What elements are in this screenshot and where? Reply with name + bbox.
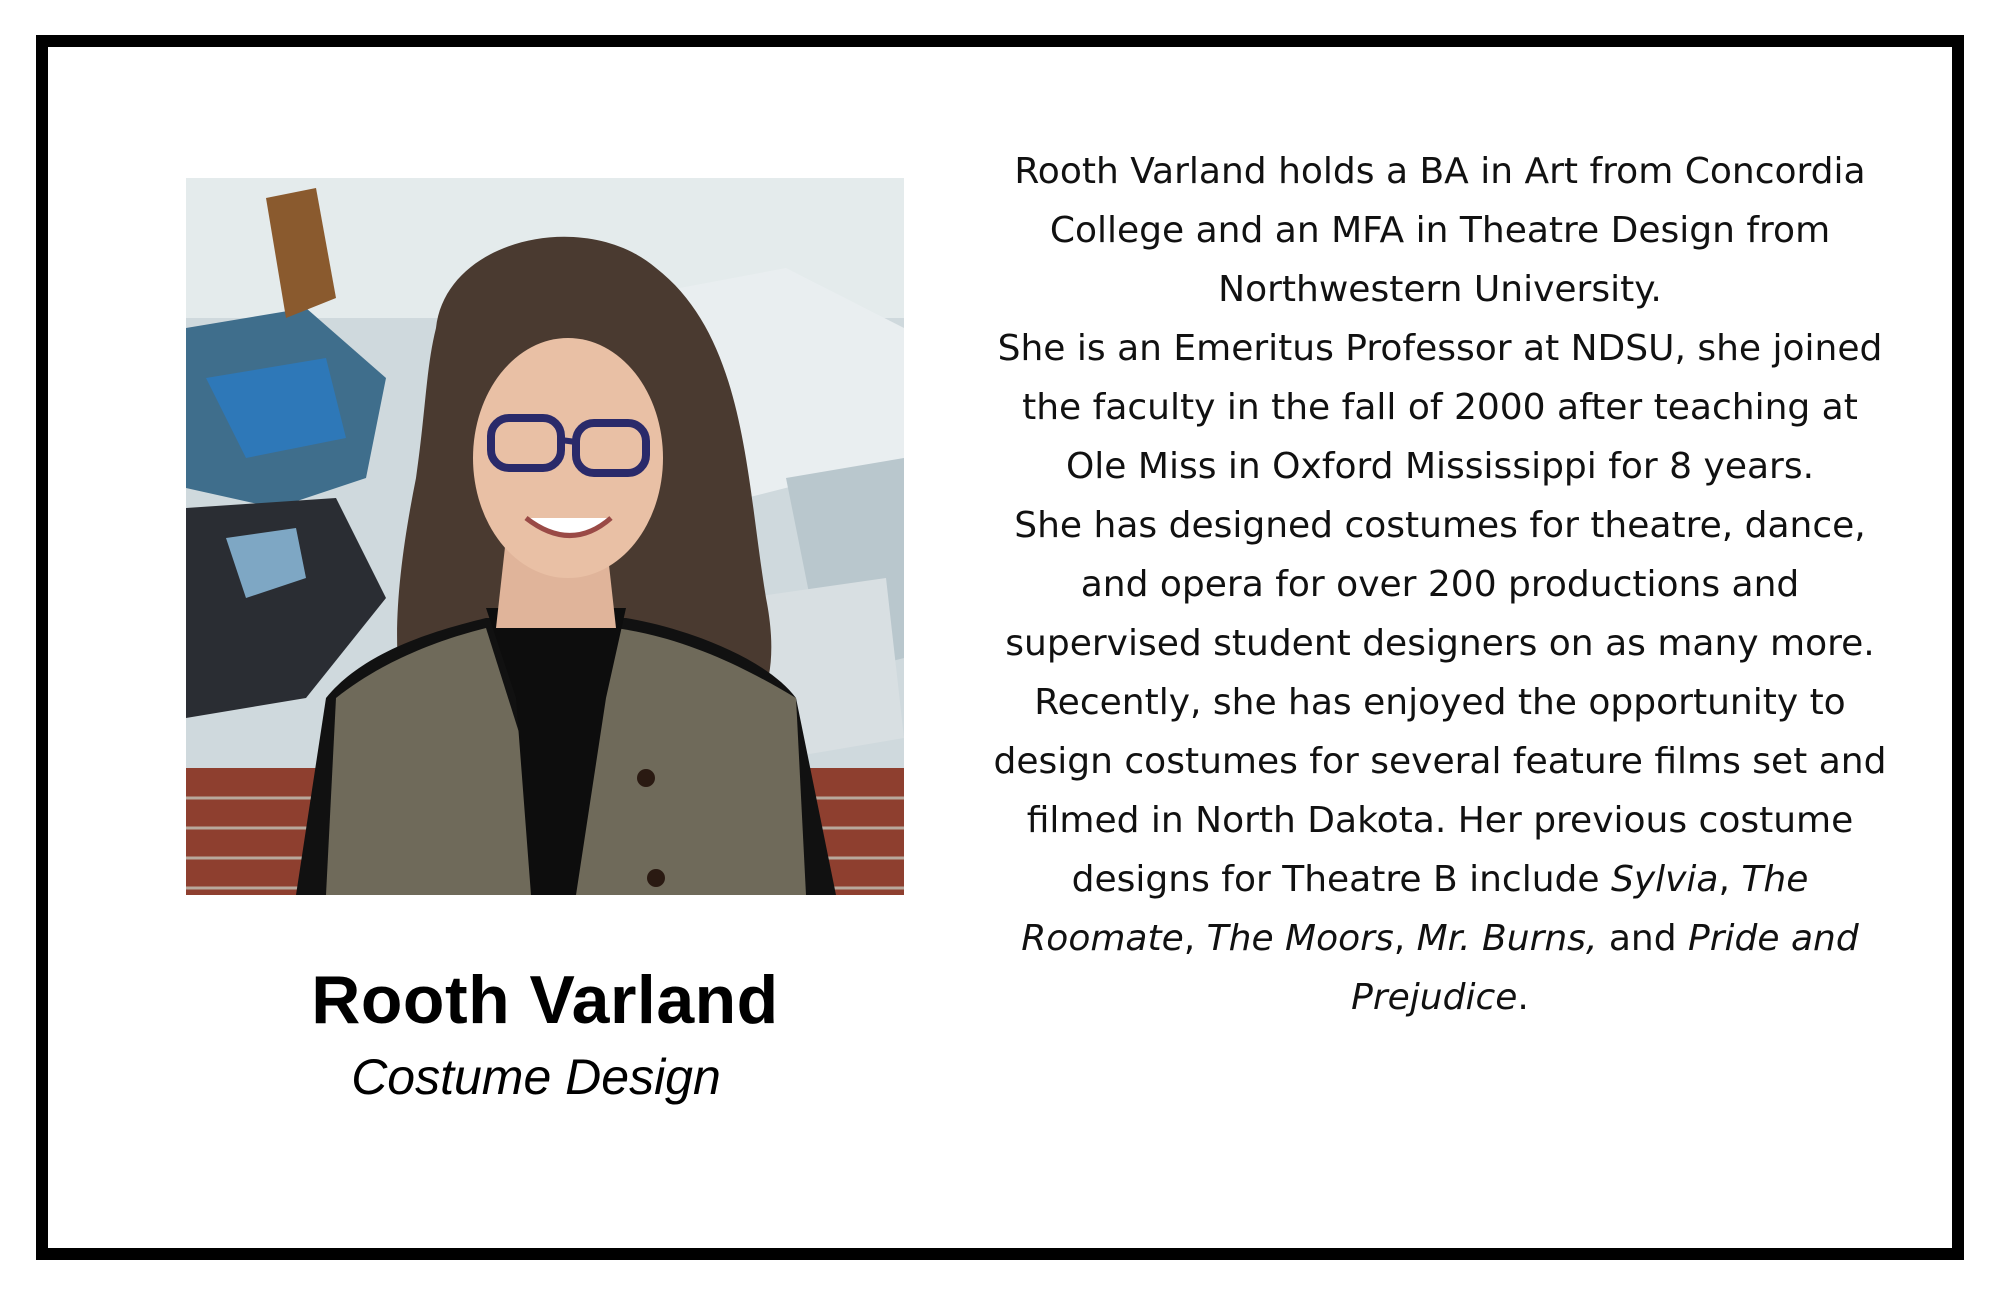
bio-paragraph-education: Rooth Varland holds a BA in Art from Concordia College and an MFA in Theatre Design from Northwestern University. (1014, 151, 1866, 310)
person-name: Rooth Varland (311, 962, 779, 1038)
show-title: Mr. Burns, (1416, 918, 1598, 959)
bio-paragraph-recent (990, 673, 1890, 1027)
separator: , (1393, 918, 1417, 959)
bio-paragraph-faculty: She is an Emeritus Professor at NDSU, she joined the faculty in the fall of 2000 after teaching at Ole Miss in Oxford Mississippi for 8 years. (997, 328, 1883, 487)
bio-recent-intro: Recently, she has enjoyed the opportunity to design costumes for several feature films set and filmed in North Dakota. Her previous costume designs for Theatre B include (993, 682, 1887, 900)
separator: . (1517, 977, 1529, 1018)
portrait-photo (186, 178, 904, 895)
separator: , (1183, 918, 1207, 959)
portrait-image (186, 178, 904, 895)
bio-paragraph-productions: She has designed costumes for theatre, dance, and opera for over 200 productions and supervised student designers on as many more. (1005, 505, 1875, 664)
show-title: The Moors (1206, 918, 1394, 959)
show-title: Sylvia (1610, 859, 1719, 900)
separator: and (1597, 918, 1689, 959)
bio-text (990, 142, 1890, 1027)
show-title: Pride and Prejudice (1351, 918, 1859, 1018)
separator: , (1718, 859, 1742, 900)
show-title: The Roomate (1021, 859, 1809, 959)
person-role: Costume Design (351, 1049, 721, 1105)
